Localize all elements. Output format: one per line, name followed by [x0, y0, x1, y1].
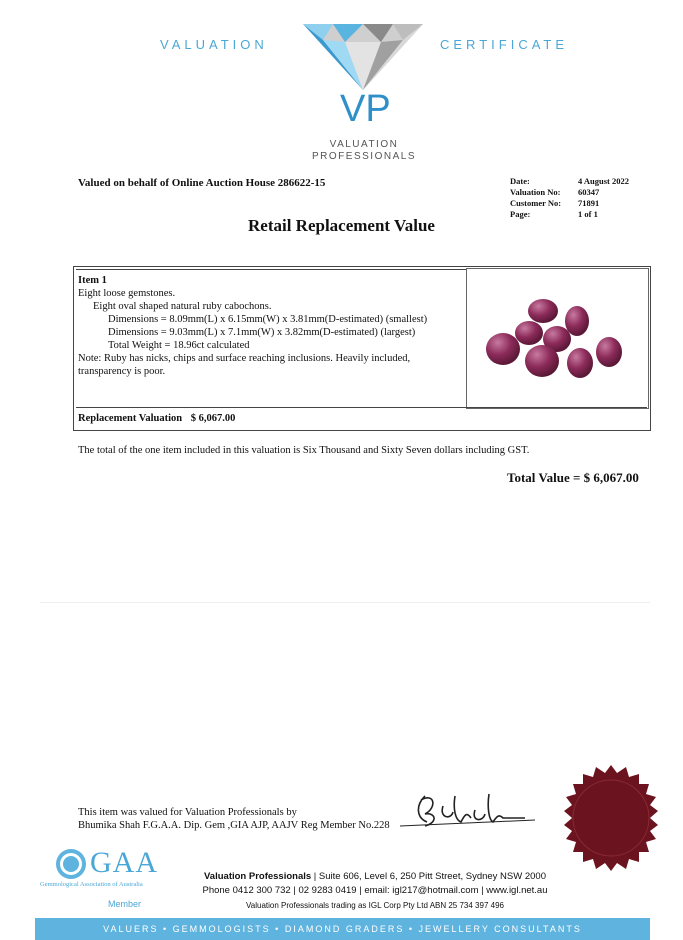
footer-address: | Suite 606, Level 6, 250 Pitt Street, Sydney NSW 2000	[311, 871, 546, 882]
item-heading: Item 1	[78, 275, 107, 286]
header-right-word: CERTIFICATE	[440, 37, 569, 52]
gaa-letters: GAA	[90, 846, 158, 879]
valuation-no-label: Valuation No:	[510, 187, 561, 197]
seal-icon	[556, 763, 666, 873]
replacement-value: $ 6,067.00	[190, 413, 236, 424]
page-title: Retail Replacement Value	[248, 216, 435, 235]
header-left-word: VALUATION	[160, 37, 268, 52]
item-line: Dimensions = 8.09mm(L) x 6.15mm(W) x 3.81mm(D-estimated) (smallest)	[108, 314, 428, 325]
vp-letters: VP	[340, 88, 391, 130]
gaa-emblem-icon	[55, 848, 87, 880]
valuation-no-value: 60347	[578, 187, 600, 197]
gaa-member: Member	[108, 899, 142, 909]
date-value: 4 August 2022	[578, 176, 630, 186]
replacement-row	[78, 413, 235, 424]
bottom-bar: VALUERS • GEMMOLOGISTS • DIAMOND GRADERS • JEWELLERY CONSULTANTS	[35, 918, 650, 940]
item-line: Note: Ruby has nicks, chips and surface reaching inclusions. Heavily included,	[78, 353, 411, 364]
total-value: Total Value = $ 6,067.00	[507, 470, 639, 485]
date-label: Date:	[510, 176, 530, 186]
logo-sub-2: PROFESSIONALS	[312, 151, 416, 162]
page-value: 1 of 1	[578, 209, 598, 219]
footer-company: Valuation Professionals	[204, 871, 312, 882]
customer-no-value: 71891	[578, 198, 600, 208]
footer-line-2: Phone 0412 300 732 | 02 9283 0419 | email: igl217@hotmail.com | www.igl.net.au	[202, 885, 548, 896]
valued-on-behalf: Valued on behalf of Online Auction House 286622-15	[78, 177, 326, 189]
item-description	[78, 274, 427, 378]
ruby-cabochons-image	[467, 269, 648, 408]
meta-values	[578, 176, 629, 220]
valuer-block	[78, 806, 390, 832]
item-divider	[76, 407, 647, 408]
footer-line-3: Valuation Professionals trading as IGL Corp Pty Ltd ABN 25 734 397 496	[246, 901, 504, 910]
item-line: Eight loose gemstones.	[78, 288, 176, 299]
page-label: Page:	[510, 209, 531, 219]
valuer-line-2: Bhumika Shah F.G.A.A. Dip. Gem ,GIA AJP, AAJV Reg Member No.228	[78, 820, 390, 831]
customer-no-label: Customer No:	[510, 198, 562, 208]
item-line: transparency is poor.	[78, 366, 166, 377]
valuer-line-1: This item was valued for Valuation Professionals by	[78, 807, 297, 818]
diamond-logo-icon	[303, 22, 423, 92]
footer-line-1	[155, 870, 595, 883]
gem-photo	[466, 268, 649, 409]
item-line: Eight oval shaped natural ruby cabochons.	[93, 301, 272, 312]
logo-sub-1: VALUATION	[329, 139, 399, 150]
item-top-rule	[76, 269, 466, 270]
gaa-full-name: Gemmological Association of Australia	[40, 881, 143, 888]
item-line: Dimensions = 9.03mm(L) x 7.1mm(W) x 3.82mm(D-estimated) (largest)	[108, 327, 416, 338]
meta-labels	[510, 176, 561, 220]
total-sentence: The total of the one item included in this valuation is Six Thousand and Sixty Seven dollars including GST.	[78, 445, 530, 456]
signature-icon	[395, 788, 540, 833]
item-line: Total Weight = 18.96ct calculated	[108, 340, 250, 351]
replacement-label: Replacement Valuation	[78, 413, 183, 424]
faint-rule	[40, 602, 650, 603]
